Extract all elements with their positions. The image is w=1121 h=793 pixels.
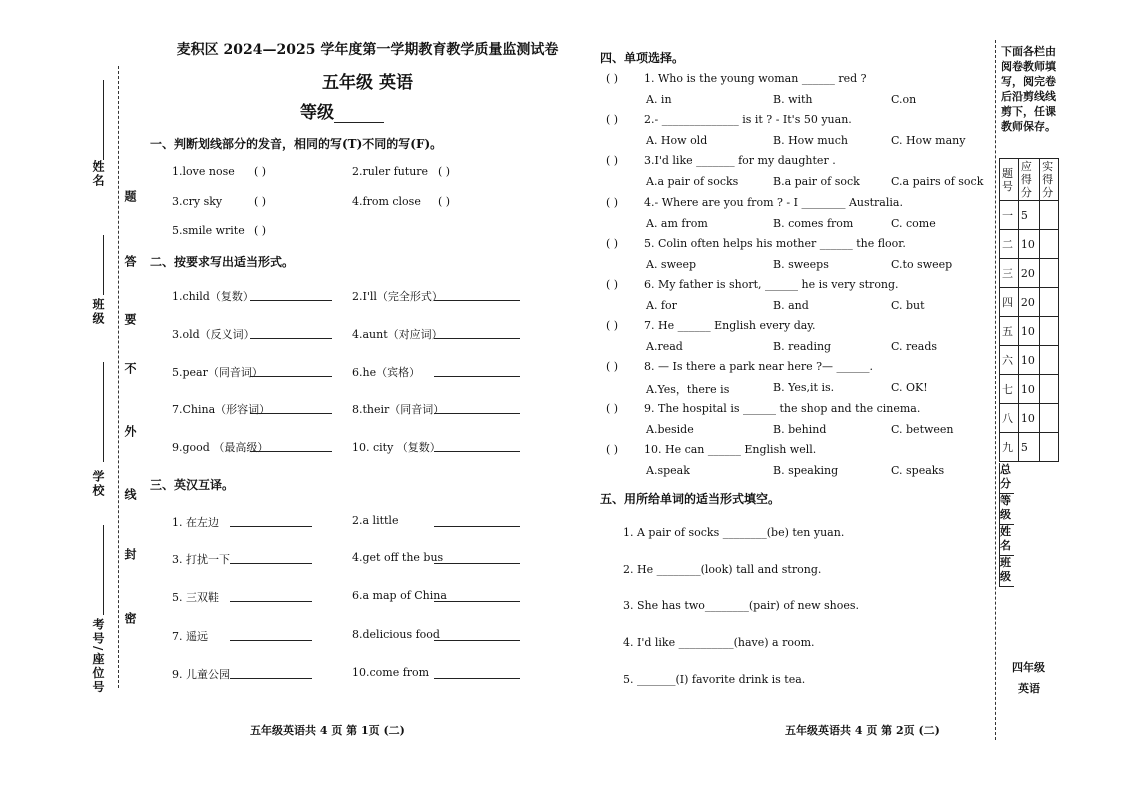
section-3-title: 三、英汉互译。 [150,478,235,492]
s1-paren-2[interactable]: ( ) [438,165,451,178]
s1-item-2: 2.ruler future [352,165,429,178]
score-row-actual[interactable] [1040,259,1059,288]
s3-label-10: 10.come from [352,666,430,679]
score-row-number: 三 [1000,259,1019,288]
s3-blank-5[interactable] [230,589,312,602]
total-label: 总分 [999,463,1014,494]
s4-question: 9. The hospital is ______ the shop and the cinema. [644,402,921,415]
warn-char-1: 题 [123,190,137,204]
s4-paren[interactable]: ( ) [606,72,619,85]
s4-option-a[interactable]: A.read [646,340,683,353]
s4-question: 2.- ______________ is it ? - It's 50 yuan. [644,113,852,126]
s3-blank-9[interactable] [230,666,312,679]
s2-blank-10[interactable] [434,439,520,452]
s1-paren-3[interactable]: ( ) [254,195,267,208]
s4-paren[interactable]: ( ) [606,360,619,373]
s3-blank-2[interactable] [434,514,520,527]
s4-question: 7. He ______ English every day. [644,319,816,332]
s4-question: 4.- Where are you from ? - I ________ Australia. [644,196,903,209]
score-row-actual[interactable] [1040,288,1059,317]
s4-option-b[interactable]: B. speaking [773,464,839,477]
s4-question: 6. My father is short, ______ he is very strong. [644,278,899,291]
s1-paren-1[interactable]: ( ) [254,165,267,178]
score-row [1000,317,1059,346]
s2-label-5: 5.pear（同音词） [172,366,263,379]
s4-question: 8. — Is there a park near here ?— ______. [644,360,873,373]
s4-option-a[interactable]: A.speak [646,464,690,477]
section-5-title: 五、用所给单词的适当形式填空。 [600,492,781,506]
s4-paren[interactable]: ( ) [606,154,619,167]
s1-item-1: 1.love nose [172,165,235,178]
s4-question: 3.I'd like _______ for my daughter . [644,154,836,167]
s2-label-3: 3.old（反义词） [172,328,255,341]
score-row-number: 七 [1000,375,1019,404]
exam-subtitle: 五年级 英语 [322,73,413,93]
s3-label-1: 1. 在左边 [172,516,219,529]
score-row-points: 10 [1018,346,1039,375]
warn-char-2: 答 [123,255,137,269]
s2-label-10: 10. city （复数） [352,441,441,454]
section-2-title: 二、按要求写出适当形式。 [150,255,295,269]
s2-blank-3[interactable] [250,326,332,339]
s3-label-3: 3. 打扰一下 [172,553,230,566]
s2-blank-9[interactable] [250,439,332,452]
score-row-number: 八 [1000,404,1019,433]
grade-blank[interactable] [334,122,384,123]
s4-option-b[interactable]: B.a pair of sock [773,175,860,188]
s4-paren[interactable]: ( ) [606,278,619,291]
s4-option-a[interactable]: A. in [646,93,672,106]
s4-option-a[interactable]: A.beside [646,423,694,436]
score-row-actual[interactable] [1040,346,1059,375]
score-row-number: 四 [1000,288,1019,317]
score-row [1000,375,1059,404]
s4-paren[interactable]: ( ) [606,196,619,209]
s4-option-c[interactable]: C.on [891,93,917,106]
s4-option-a[interactable]: A. sweep [646,258,697,271]
s5-item-5[interactable]: 5. _______(I) favorite drink is tea. [623,673,806,686]
score-row-points: 5 [1018,201,1039,230]
seat-blank[interactable] [103,525,104,615]
s1-item-5: 5.smile write [172,224,245,237]
s5-item-2[interactable]: 2. He ________(look) tall and strong. [623,563,822,576]
s4-question: 1. Who is the young woman ______ red ? [644,72,867,85]
score-row [1000,346,1059,375]
s3-blank-1[interactable] [230,514,312,527]
score-row-actual[interactable] [1040,230,1059,259]
s2-label-1: 1.child（复数） [172,290,254,303]
s2-label-8: 8.their（同音词） [352,403,445,416]
s4-option-c[interactable]: C.a pairs of sock [891,175,984,188]
score-row-number: 六 [1000,346,1019,375]
s4-option-c[interactable]: C. come [891,217,936,230]
score-row-actual[interactable] [1040,404,1059,433]
s4-paren[interactable]: ( ) [606,237,619,250]
s4-paren[interactable]: ( ) [606,443,619,456]
binding-line [118,66,119,688]
score-row-number: 一 [1000,201,1019,230]
footer-right: 五年级英语共 4 页 第 2页 (二) [785,724,940,737]
warn-char-5: 外 [123,425,137,439]
s3-label-5: 5. 三双鞋 [172,591,219,604]
side-subject: 英语 [1018,682,1040,695]
score-row [1000,259,1059,288]
warn-char-6: 线 [123,488,137,502]
s2-label-4: 4.aunt（对应词） [352,328,443,341]
side-class-label: 班级 [999,556,1014,587]
name-label: 姓名 [91,160,105,188]
s5-item-1[interactable]: 1. A pair of socks ________(be) ten yuan. [623,526,845,539]
score-row [1000,288,1059,317]
class-blank[interactable] [103,235,104,295]
s4-option-c[interactable]: C. reads [891,340,938,353]
s2-blank-1[interactable] [250,288,332,301]
score-row-points: 10 [1018,404,1039,433]
s2-label-2: 2.I'll（完全形式） [352,290,443,303]
s4-option-c[interactable]: C. speaks [891,464,945,477]
score-row [1000,230,1059,259]
score-row-number: 九 [1000,433,1019,462]
s5-item-3[interactable]: 3. She has two________(pair) of new shoes. [623,599,860,612]
s2-blank-4[interactable] [434,326,520,339]
score-row-points: 20 [1018,259,1039,288]
s1-paren-5[interactable]: ( ) [254,224,267,237]
s3-blank-7[interactable] [230,628,312,641]
s2-blank-7[interactable] [250,401,332,414]
score-row [1000,201,1059,230]
s4-paren[interactable]: ( ) [606,113,619,126]
score-row [1000,433,1059,462]
s3-blank-10[interactable] [434,666,520,679]
school-blank[interactable] [103,362,104,462]
score-row-number: 二 [1000,230,1019,259]
s4-option-b[interactable]: B. comes from [773,217,854,230]
s2-label-7: 7.China（形容词） [172,403,271,416]
s1-item-3: 3.cry sky [172,195,223,208]
level-label: 等级 [999,494,1014,525]
s3-label-9: 9. 儿童公园 [172,668,230,681]
s4-option-b[interactable]: B. sweeps [773,258,829,271]
name-blank[interactable] [103,80,104,160]
s4-option-b[interactable]: B. Yes,it is. [773,381,835,394]
s2-blank-5[interactable] [250,364,332,377]
score-row-actual[interactable] [1040,375,1059,404]
s4-option-b[interactable]: B. reading [773,340,832,353]
grade-field [300,98,384,123]
cut-line [995,40,996,740]
col-header-3: 实得分 [1040,159,1059,201]
section-1-title: 一、判断划线部分的发音，相同的写(T)不同的写(F)。 [150,137,443,151]
s4-question: 5. Colin often helps his mother ______ the floor. [644,237,906,250]
score-row-points: 20 [1018,288,1039,317]
s3-label-6: 6.a map of China [352,589,447,602]
s3-blank-4[interactable] [434,551,520,564]
s4-option-b[interactable]: B. and [773,299,809,312]
warn-char-8: 密 [123,612,137,626]
score-extra [999,463,1059,587]
s4-option-c[interactable]: C.to sweep [891,258,953,271]
score-row-points: 10 [1018,317,1039,346]
s3-label-2: 2.a little [352,514,399,527]
score-row-actual[interactable] [1040,433,1059,462]
s2-blank-6[interactable] [434,364,520,377]
score-row-actual[interactable] [1040,201,1059,230]
warn-char-7: 封 [123,548,137,562]
s4-option-c[interactable]: C. OK! [891,381,928,394]
s4-option-b[interactable]: B. behind [773,423,827,436]
col-header-1: 题号 [1000,159,1019,201]
warn-char-4: 不 [123,362,137,376]
seat-label: 考号/座位号 [91,618,105,695]
s4-option-a[interactable]: A.a pair of socks [646,175,739,188]
s5-item-4[interactable]: 4. I'd like __________(have) a room. [623,636,815,649]
s2-blank-2[interactable] [434,288,520,301]
score-row-points: 10 [1018,375,1039,404]
section-4-title: 四、单项选择。 [600,51,685,65]
score-row-points: 10 [1018,230,1039,259]
score-row [1000,404,1059,433]
s3-blank-8[interactable] [434,628,520,641]
s3-label-8: 8.delicious food [352,628,440,641]
s4-option-a[interactable]: A. How old [646,134,708,147]
score-row-number: 五 [1000,317,1019,346]
s4-option-a[interactable]: A. am from [646,217,708,230]
s2-blank-8[interactable] [434,401,520,414]
s4-option-c[interactable]: C. How many [891,134,966,147]
s2-label-6: 6.he（宾格） [352,366,421,379]
warn-char-3: 要 [123,313,137,327]
s2-label-9: 9.good （最高级） [172,441,269,454]
s4-option-c[interactable]: C. but [891,299,925,312]
class-label: 班级 [91,298,105,326]
score-table [999,158,1059,462]
s1-paren-4[interactable]: ( ) [438,195,451,208]
s3-label-7: 7. 遥远 [172,630,208,643]
grade-label: 等级 [300,103,334,123]
s4-question: 10. He can ______ English well. [644,443,817,456]
school-label: 学校 [91,470,105,498]
s3-blank-3[interactable] [230,551,312,564]
s4-option-b[interactable]: B. with [773,93,813,106]
s4-option-c[interactable]: C. between [891,423,954,436]
s4-paren[interactable]: ( ) [606,402,619,415]
score-row-actual[interactable] [1040,317,1059,346]
side-grade: 四年级 [1012,661,1045,674]
s4-option-a[interactable]: A. for [646,299,677,312]
side-note: 下面各栏由阅卷教师填写，阅完卷后沿剪线线剪下，任课教师保存。 [1001,45,1056,133]
footer-left: 五年级英语共 4 页 第 1页 (二) [250,724,405,737]
s3-label-4: 4.get off the bus [352,551,444,564]
s4-option-b[interactable]: B. How much [773,134,848,147]
s4-option-a[interactable]: A.Yes，there is [646,383,730,396]
s2-item-1 [172,288,254,304]
s1-item-4: 4.from close [352,195,421,208]
s3-blank-6[interactable] [434,589,520,602]
col-header-2: 应得分 [1018,159,1039,201]
exam-title: 麦积区 2024—2025 学年度第一学期教育教学质量监测试卷 [176,42,559,58]
s4-paren[interactable]: ( ) [606,319,619,332]
score-row-points: 5 [1018,433,1039,462]
side-name-label: 姓名 [999,525,1014,556]
